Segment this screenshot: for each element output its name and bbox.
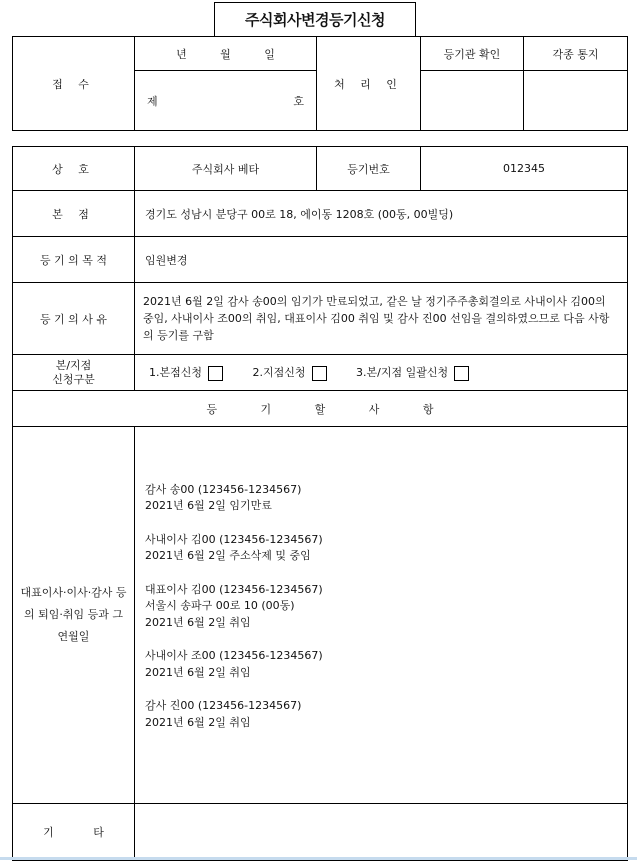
- reg-no-value[interactable]: 012345: [421, 147, 628, 191]
- branch-type-options: [135, 355, 628, 391]
- matters-entry: [145, 582, 617, 632]
- matters-entry-line: 감사 송00 (123456-1234567): [145, 482, 302, 496]
- company-name-label: 상 호: [13, 147, 135, 191]
- branch-option-both-checkbox[interactable]: [454, 366, 469, 381]
- reception-table: [12, 36, 628, 131]
- matters-entry-line: 사내이사 조00 (123456-1234567): [145, 649, 323, 663]
- purpose-value[interactable]: 임원변경: [135, 237, 628, 283]
- other-label: 기 타: [13, 804, 135, 861]
- matters-entry-line: 2021년 6월 2일 취임: [145, 715, 251, 729]
- reg-no-label: 등기번호: [317, 147, 421, 191]
- matters-entry-line: 대표이사 김00 (123456-1234567): [145, 582, 323, 596]
- matters-entry-line: 2021년 6월 2일 임기만료: [145, 499, 272, 513]
- other-value[interactable]: [135, 804, 628, 861]
- matters-entry-line: 감사 진00 (123456-1234567): [145, 699, 302, 713]
- matters-entry: [145, 482, 617, 515]
- matters-header: 등 기 할 사 항: [13, 391, 628, 427]
- matters-entry-line: 2021년 6월 2일 주소삭제 및 중임: [145, 549, 311, 563]
- hq-label: 본 점: [13, 191, 135, 237]
- hq-value[interactable]: 경기도 성남시 분당구 00로 18, 에이동 1208호 (00동, 00빌딩): [135, 191, 628, 237]
- form-title: 주식회사변경등기신청: [214, 2, 416, 36]
- branch-option-branch[interactable]: [253, 366, 327, 379]
- reception-label: 접 수: [13, 37, 135, 131]
- branch-type-label-1: 본/지점: [55, 358, 92, 372]
- reception-number-prefix: 제: [147, 94, 158, 108]
- notices-field[interactable]: [524, 71, 628, 131]
- branch-option-branch-checkbox[interactable]: [312, 366, 327, 381]
- reception-date-label: 년 월 일: [135, 37, 317, 71]
- branch-type-label-2: 신청구분: [52, 372, 95, 386]
- registrar-check-field[interactable]: [421, 71, 524, 131]
- matters-content[interactable]: [135, 427, 628, 804]
- branch-option-branch-label: 2.지점신청: [252, 366, 306, 380]
- reason-value[interactable]: 2021년 6월 2일 감사 송00의 임기가 만료되었고, 같은 날 정기주주총회결의로 사내이사 김00의 중임, 사내이사 조00의 취임, 대표이사 김00 취임 및 감사 진00 선임을 결의하였으므로 다음 사항의 등기를 구함: [135, 283, 628, 355]
- matters-entry-line: 2021년 6월 2일 취임: [145, 665, 251, 679]
- reason-label: 등 기 의 사 유: [13, 283, 135, 355]
- company-name-value[interactable]: 주식회사 베타: [135, 147, 317, 191]
- matters-entry: [145, 648, 617, 681]
- matters-entry-line: 서울시 송파구 00로 10 (00동): [145, 599, 295, 613]
- processor-label: 처 리 인: [317, 37, 421, 131]
- notices-label: 각종 통지: [524, 37, 628, 71]
- matters-entry: [145, 698, 617, 731]
- branch-option-hq[interactable]: [149, 366, 223, 379]
- branch-option-both-label: 3.본/지점 일괄신청: [356, 366, 449, 380]
- matters-entry-line: 2021년 6월 2일 취임: [145, 615, 251, 629]
- reception-number-cell: [135, 71, 317, 131]
- branch-option-hq-checkbox[interactable]: [208, 366, 223, 381]
- matters-label: 대표이사·이사·감사 등의 퇴임·취임 등과 그 연월일: [13, 427, 135, 804]
- branch-type-label: [13, 355, 135, 391]
- reception-number-suffix: 호: [293, 94, 304, 108]
- application-table: [12, 146, 628, 861]
- registrar-check-label: 등기관 확인: [421, 37, 524, 71]
- matters-entry-line: 사내이사 김00 (123456-1234567): [145, 532, 323, 546]
- branch-option-hq-label: 1.본점신청: [149, 366, 202, 380]
- purpose-label: 등 기 의 목 적: [13, 237, 135, 283]
- branch-option-both[interactable]: [356, 366, 469, 379]
- matters-entry: [145, 532, 617, 565]
